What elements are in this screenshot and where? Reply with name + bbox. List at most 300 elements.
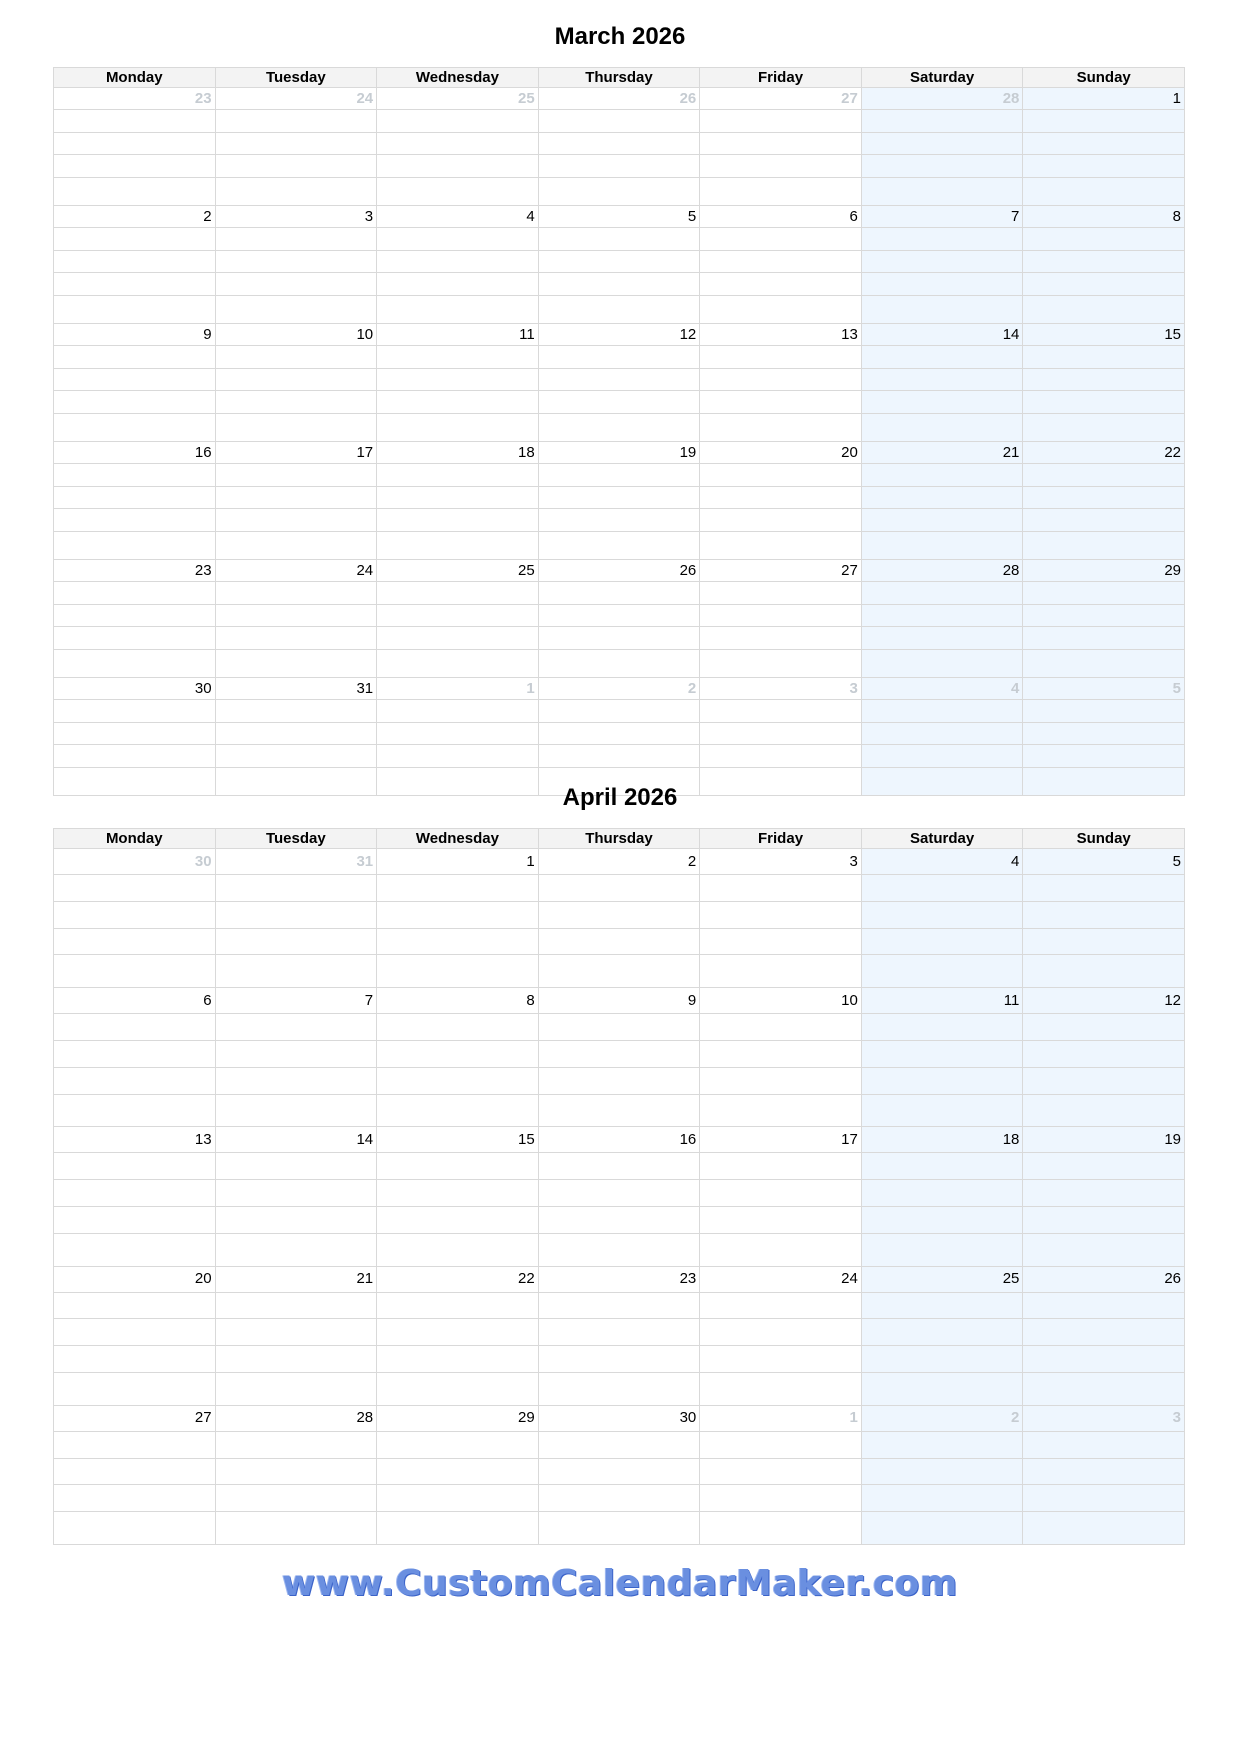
day-cell[interactable] [700,1127,862,1153]
note-line-cell[interactable] [215,1512,377,1545]
note-line-cell[interactable] [215,722,377,745]
day-cell[interactable] [861,442,1023,464]
note-line-cell[interactable] [1023,346,1185,369]
note-line-cell[interactable] [538,1458,700,1485]
day-cell[interactable] [700,849,862,875]
note-line-cell[interactable] [538,509,700,532]
note-line-cell[interactable] [538,177,700,206]
note-line-cell[interactable] [700,1458,862,1485]
note-line-cell[interactable] [1023,155,1185,178]
note-line-cell[interactable] [215,1233,377,1266]
note-line-cell[interactable] [1023,531,1185,560]
note-line-cell[interactable] [377,745,539,768]
note-line-cell[interactable] [700,132,862,155]
note-line-cell[interactable] [215,1180,377,1207]
note-line-cell[interactable] [215,875,377,902]
note-line-cell[interactable] [1023,1512,1185,1545]
day-cell[interactable] [538,849,700,875]
note-line-cell[interactable] [215,132,377,155]
note-line-cell[interactable] [861,1014,1023,1041]
note-line-cell[interactable] [1023,1372,1185,1405]
note-line-cell[interactable] [377,582,539,605]
note-line-cell[interactable] [700,901,862,928]
note-line-cell[interactable] [700,745,862,768]
note-line-cell[interactable] [1023,582,1185,605]
note-line-cell[interactable] [1023,132,1185,155]
day-cell[interactable] [1023,1405,1185,1431]
note-line-cell[interactable] [215,1458,377,1485]
note-line-cell[interactable] [54,132,216,155]
note-line-cell[interactable] [700,1292,862,1319]
note-line-cell[interactable] [377,177,539,206]
note-line-cell[interactable] [861,1292,1023,1319]
day-cell[interactable] [54,324,216,346]
note-line-cell[interactable] [861,1346,1023,1373]
note-line-cell[interactable] [54,464,216,487]
note-line-cell[interactable] [861,273,1023,296]
note-line-cell[interactable] [377,1233,539,1266]
note-line-cell[interactable] [700,604,862,627]
day-cell[interactable] [538,678,700,700]
note-line-cell[interactable] [1023,722,1185,745]
note-line-cell[interactable] [538,486,700,509]
note-line-cell[interactable] [861,1153,1023,1180]
note-line-cell[interactable] [54,604,216,627]
note-line-cell[interactable] [377,110,539,133]
note-line-cell[interactable] [538,1372,700,1405]
day-cell[interactable] [700,442,862,464]
note-line-cell[interactable] [538,1346,700,1373]
day-cell[interactable] [700,1266,862,1292]
note-line-cell[interactable] [538,955,700,988]
day-cell[interactable] [377,324,539,346]
day-cell[interactable] [215,442,377,464]
note-line-cell[interactable] [861,368,1023,391]
day-cell[interactable] [54,88,216,110]
note-line-cell[interactable] [861,486,1023,509]
day-cell[interactable] [861,1127,1023,1153]
day-cell[interactable] [377,1127,539,1153]
note-line-cell[interactable] [538,295,700,324]
note-line-cell[interactable] [538,1014,700,1041]
day-cell[interactable] [54,1266,216,1292]
note-line-cell[interactable] [861,1206,1023,1233]
note-line-cell[interactable] [861,1067,1023,1094]
day-cell[interactable] [377,988,539,1014]
note-line-cell[interactable] [215,1153,377,1180]
note-line-cell[interactable] [215,649,377,678]
note-line-cell[interactable] [861,1180,1023,1207]
note-line-cell[interactable] [1023,1067,1185,1094]
note-line-cell[interactable] [215,1014,377,1041]
note-line-cell[interactable] [861,1485,1023,1512]
day-cell[interactable] [215,206,377,228]
note-line-cell[interactable] [1023,649,1185,678]
note-line-cell[interactable] [54,1431,216,1458]
note-line-cell[interactable] [215,1372,377,1405]
note-line-cell[interactable] [861,110,1023,133]
day-cell[interactable] [700,1405,862,1431]
note-line-cell[interactable] [54,928,216,955]
note-line-cell[interactable] [700,273,862,296]
day-cell[interactable] [861,1266,1023,1292]
note-line-cell[interactable] [377,413,539,442]
note-line-cell[interactable] [54,582,216,605]
day-cell[interactable] [538,988,700,1014]
note-line-cell[interactable] [377,391,539,414]
day-cell[interactable] [861,988,1023,1014]
note-line-cell[interactable] [700,1233,862,1266]
note-line-cell[interactable] [377,346,539,369]
day-cell[interactable] [861,1405,1023,1431]
day-cell[interactable] [215,1266,377,1292]
day-cell[interactable] [700,324,862,346]
note-line-cell[interactable] [54,1346,216,1373]
note-line-cell[interactable] [377,273,539,296]
note-line-cell[interactable] [54,1067,216,1094]
note-line-cell[interactable] [215,155,377,178]
note-line-cell[interactable] [700,486,862,509]
note-line-cell[interactable] [1023,700,1185,723]
note-line-cell[interactable] [215,177,377,206]
note-line-cell[interactable] [700,627,862,650]
note-line-cell[interactable] [215,531,377,560]
note-line-cell[interactable] [215,346,377,369]
note-line-cell[interactable] [54,649,216,678]
note-line-cell[interactable] [1023,486,1185,509]
note-line-cell[interactable] [861,649,1023,678]
note-line-cell[interactable] [700,1014,862,1041]
note-line-cell[interactable] [538,413,700,442]
note-line-cell[interactable] [215,1292,377,1319]
note-line-cell[interactable] [1023,1040,1185,1067]
note-line-cell[interactable] [377,1292,539,1319]
note-line-cell[interactable] [861,901,1023,928]
note-line-cell[interactable] [54,228,216,251]
note-line-cell[interactable] [700,391,862,414]
note-line-cell[interactable] [861,1319,1023,1346]
note-line-cell[interactable] [54,1040,216,1067]
note-line-cell[interactable] [377,901,539,928]
note-line-cell[interactable] [377,604,539,627]
note-line-cell[interactable] [215,604,377,627]
note-line-cell[interactable] [700,177,862,206]
day-cell[interactable] [1023,849,1185,875]
day-cell[interactable] [700,88,862,110]
note-line-cell[interactable] [1023,875,1185,902]
day-cell[interactable] [377,206,539,228]
note-line-cell[interactable] [700,346,862,369]
day-cell[interactable] [538,1266,700,1292]
note-line-cell[interactable] [215,368,377,391]
note-line-cell[interactable] [538,368,700,391]
note-line-cell[interactable] [700,875,862,902]
note-line-cell[interactable] [700,1040,862,1067]
note-line-cell[interactable] [54,1094,216,1127]
note-line-cell[interactable] [54,700,216,723]
note-line-cell[interactable] [215,110,377,133]
note-line-cell[interactable] [700,928,862,955]
day-cell[interactable] [1023,442,1185,464]
day-cell[interactable] [54,988,216,1014]
day-cell[interactable] [215,988,377,1014]
note-line-cell[interactable] [538,901,700,928]
note-line-cell[interactable] [861,250,1023,273]
note-line-cell[interactable] [861,413,1023,442]
day-cell[interactable] [538,1127,700,1153]
note-line-cell[interactable] [54,531,216,560]
note-line-cell[interactable] [377,486,539,509]
note-line-cell[interactable] [1023,1180,1185,1207]
day-cell[interactable] [1023,988,1185,1014]
note-line-cell[interactable] [538,1512,700,1545]
day-cell[interactable] [54,206,216,228]
day-cell[interactable] [1023,678,1185,700]
note-line-cell[interactable] [54,1014,216,1041]
note-line-cell[interactable] [861,1431,1023,1458]
note-line-cell[interactable] [377,1094,539,1127]
note-line-cell[interactable] [700,1431,862,1458]
day-cell[interactable] [538,324,700,346]
note-line-cell[interactable] [861,875,1023,902]
day-cell[interactable] [215,1127,377,1153]
note-line-cell[interactable] [700,1180,862,1207]
day-cell[interactable] [538,206,700,228]
day-cell[interactable] [54,849,216,875]
day-cell[interactable] [54,1405,216,1431]
day-cell[interactable] [538,560,700,582]
day-cell[interactable] [861,560,1023,582]
note-line-cell[interactable] [377,1372,539,1405]
note-line-cell[interactable] [538,582,700,605]
note-line-cell[interactable] [538,346,700,369]
note-line-cell[interactable] [377,250,539,273]
note-line-cell[interactable] [1023,1153,1185,1180]
note-line-cell[interactable] [54,177,216,206]
note-line-cell[interactable] [215,700,377,723]
note-line-cell[interactable] [377,1014,539,1041]
note-line-cell[interactable] [377,1458,539,1485]
note-line-cell[interactable] [1023,273,1185,296]
note-line-cell[interactable] [377,1067,539,1094]
note-line-cell[interactable] [1023,391,1185,414]
note-line-cell[interactable] [700,1372,862,1405]
note-line-cell[interactable] [538,649,700,678]
note-line-cell[interactable] [1023,928,1185,955]
note-line-cell[interactable] [1023,955,1185,988]
note-line-cell[interactable] [700,1485,862,1512]
day-cell[interactable] [54,1127,216,1153]
footer-website-url[interactable]: www.CustomCalendarMaker.com [282,1563,958,1604]
note-line-cell[interactable] [54,346,216,369]
note-line-cell[interactable] [215,509,377,532]
note-line-cell[interactable] [538,1040,700,1067]
note-line-cell[interactable] [538,1180,700,1207]
note-line-cell[interactable] [1023,1319,1185,1346]
note-line-cell[interactable] [377,531,539,560]
note-line-cell[interactable] [1023,368,1185,391]
note-line-cell[interactable] [538,110,700,133]
note-line-cell[interactable] [700,1319,862,1346]
day-cell[interactable] [215,324,377,346]
note-line-cell[interactable] [215,901,377,928]
note-line-cell[interactable] [861,722,1023,745]
note-line-cell[interactable] [1023,745,1185,768]
note-line-cell[interactable] [1023,1431,1185,1458]
note-line-cell[interactable] [1023,1485,1185,1512]
note-line-cell[interactable] [54,1372,216,1405]
note-line-cell[interactable] [54,110,216,133]
note-line-cell[interactable] [215,413,377,442]
day-cell[interactable] [54,442,216,464]
note-line-cell[interactable] [861,1512,1023,1545]
note-line-cell[interactable] [377,228,539,251]
note-line-cell[interactable] [54,1233,216,1266]
note-line-cell[interactable] [700,582,862,605]
note-line-cell[interactable] [861,627,1023,650]
note-line-cell[interactable] [54,250,216,273]
note-line-cell[interactable] [1023,110,1185,133]
note-line-cell[interactable] [215,745,377,768]
note-line-cell[interactable] [215,955,377,988]
note-line-cell[interactable] [377,132,539,155]
day-cell[interactable] [377,1266,539,1292]
note-line-cell[interactable] [377,509,539,532]
note-line-cell[interactable] [215,1040,377,1067]
note-line-cell[interactable] [54,627,216,650]
note-line-cell[interactable] [377,464,539,487]
note-line-cell[interactable] [700,1346,862,1373]
note-line-cell[interactable] [377,295,539,324]
note-line-cell[interactable] [861,531,1023,560]
note-line-cell[interactable] [861,295,1023,324]
day-cell[interactable] [538,88,700,110]
note-line-cell[interactable] [215,1206,377,1233]
note-line-cell[interactable] [538,722,700,745]
day-cell[interactable] [1023,324,1185,346]
day-cell[interactable] [215,678,377,700]
note-line-cell[interactable] [538,875,700,902]
note-line-cell[interactable] [377,928,539,955]
note-line-cell[interactable] [377,1153,539,1180]
note-line-cell[interactable] [1023,1206,1185,1233]
note-line-cell[interactable] [700,722,862,745]
day-cell[interactable] [700,206,862,228]
day-cell[interactable] [215,560,377,582]
note-line-cell[interactable] [538,391,700,414]
note-line-cell[interactable] [215,228,377,251]
note-line-cell[interactable] [700,110,862,133]
note-line-cell[interactable] [861,928,1023,955]
day-cell[interactable] [700,988,862,1014]
note-line-cell[interactable] [54,901,216,928]
note-line-cell[interactable] [538,1485,700,1512]
note-line-cell[interactable] [700,250,862,273]
note-line-cell[interactable] [700,1153,862,1180]
note-line-cell[interactable] [215,1346,377,1373]
note-line-cell[interactable] [861,582,1023,605]
note-line-cell[interactable] [54,1512,216,1545]
day-cell[interactable] [1023,206,1185,228]
day-cell[interactable] [54,560,216,582]
note-line-cell[interactable] [538,531,700,560]
note-line-cell[interactable] [215,928,377,955]
note-line-cell[interactable] [1023,177,1185,206]
note-line-cell[interactable] [54,295,216,324]
note-line-cell[interactable] [54,273,216,296]
day-cell[interactable] [700,678,862,700]
note-line-cell[interactable] [1023,1014,1185,1041]
day-cell[interactable] [54,678,216,700]
note-line-cell[interactable] [1023,464,1185,487]
note-line-cell[interactable] [538,1094,700,1127]
note-line-cell[interactable] [861,955,1023,988]
note-line-cell[interactable] [215,582,377,605]
note-line-cell[interactable] [377,722,539,745]
note-line-cell[interactable] [215,1067,377,1094]
note-line-cell[interactable] [700,155,862,178]
note-line-cell[interactable] [700,531,862,560]
note-line-cell[interactable] [861,132,1023,155]
note-line-cell[interactable] [700,413,862,442]
note-line-cell[interactable] [54,745,216,768]
note-line-cell[interactable] [538,745,700,768]
note-line-cell[interactable] [54,509,216,532]
note-line-cell[interactable] [538,1319,700,1346]
note-line-cell[interactable] [54,1180,216,1207]
note-line-cell[interactable] [54,1206,216,1233]
note-line-cell[interactable] [538,155,700,178]
note-line-cell[interactable] [1023,509,1185,532]
note-line-cell[interactable] [861,604,1023,627]
note-line-cell[interactable] [54,413,216,442]
note-line-cell[interactable] [377,1180,539,1207]
day-cell[interactable] [377,849,539,875]
note-line-cell[interactable] [861,745,1023,768]
note-line-cell[interactable] [215,391,377,414]
note-line-cell[interactable] [538,1431,700,1458]
note-line-cell[interactable] [538,1067,700,1094]
note-line-cell[interactable] [861,177,1023,206]
note-line-cell[interactable] [377,875,539,902]
day-cell[interactable] [377,442,539,464]
note-line-cell[interactable] [54,391,216,414]
day-cell[interactable] [700,560,862,582]
note-line-cell[interactable] [861,228,1023,251]
note-line-cell[interactable] [861,1040,1023,1067]
note-line-cell[interactable] [377,1485,539,1512]
note-line-cell[interactable] [377,368,539,391]
note-line-cell[interactable] [1023,1346,1185,1373]
note-line-cell[interactable] [700,295,862,324]
note-line-cell[interactable] [377,1319,539,1346]
note-line-cell[interactable] [1023,901,1185,928]
note-line-cell[interactable] [1023,228,1185,251]
note-line-cell[interactable] [215,250,377,273]
note-line-cell[interactable] [861,509,1023,532]
note-line-cell[interactable] [700,1067,862,1094]
note-line-cell[interactable] [538,228,700,251]
note-line-cell[interactable] [1023,1233,1185,1266]
day-cell[interactable] [377,560,539,582]
day-cell[interactable] [215,849,377,875]
day-cell[interactable] [861,88,1023,110]
note-line-cell[interactable] [215,1431,377,1458]
note-line-cell[interactable] [700,228,862,251]
note-line-cell[interactable] [538,1206,700,1233]
note-line-cell[interactable] [1023,604,1185,627]
note-line-cell[interactable] [700,368,862,391]
